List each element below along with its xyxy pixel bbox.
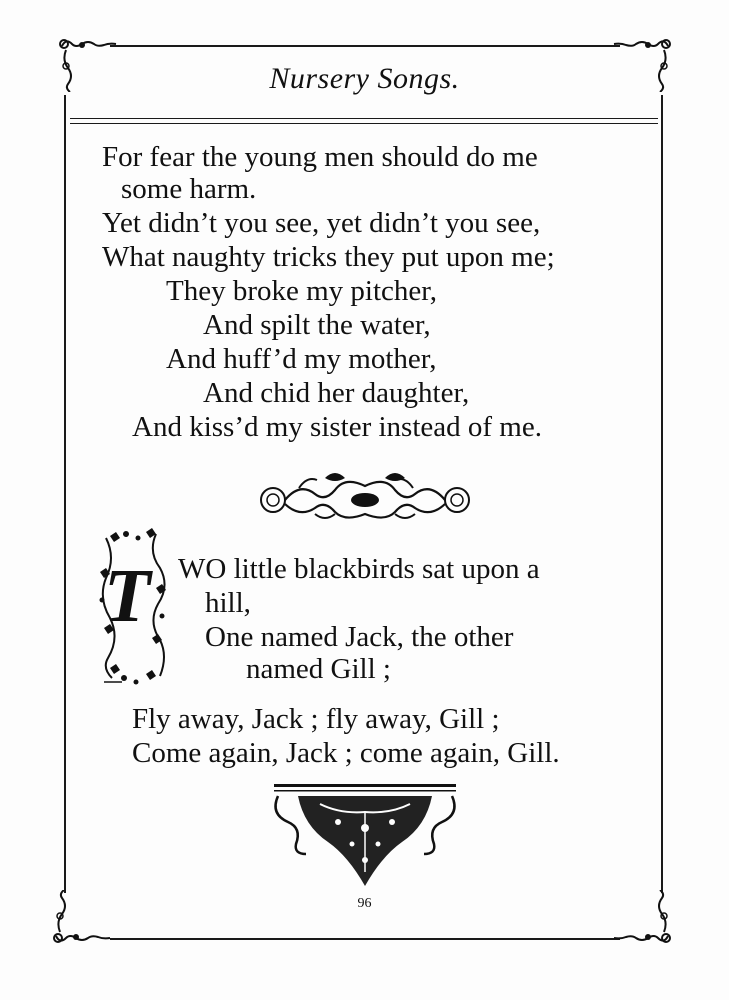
poem-one-line: some harm. xyxy=(121,173,257,205)
header-rule-lower xyxy=(70,123,658,124)
poem-two-line: Come again, Jack ; come again, Gill. xyxy=(132,737,560,769)
frame-right-line xyxy=(661,95,663,893)
frame-top-line xyxy=(110,45,620,47)
poem-two-line: One named Jack, the other xyxy=(205,621,514,653)
poem-one-line: And kiss’d my sister instead of me. xyxy=(132,411,542,443)
frame-bottom-line xyxy=(110,938,620,940)
poem-one-line: Yet didn’t you see, yet didn’t you see, xyxy=(102,207,541,239)
scroll-ornament-icon xyxy=(255,466,475,524)
poem-two-line: WO little blackbirds sat upon a xyxy=(178,553,540,585)
header-rule-upper xyxy=(70,118,658,119)
drop-cap-letter: T xyxy=(104,554,151,638)
poem-two-line: Fly away, Jack ; fly away, Gill ; xyxy=(132,703,500,735)
poem-two-line: named Gill ; xyxy=(246,653,391,685)
poem-two-line: hill, xyxy=(205,587,251,619)
poem-one-line: And huff’d my mother, xyxy=(166,343,437,375)
tailpiece-ornament-icon xyxy=(268,782,462,890)
poem-one-line: And spilt the water, xyxy=(203,309,431,341)
page-number: 96 xyxy=(357,896,372,911)
frame-left-line xyxy=(64,95,66,893)
poem-one-line: What naughty tricks they put upon me; xyxy=(102,241,555,273)
running-header-title: Nursery Songs. xyxy=(269,62,460,95)
poem-one-line: They broke my pitcher, xyxy=(166,275,438,307)
poem-one-line: And chid her daughter, xyxy=(203,377,470,409)
poem-one-line: For fear the young men should do me xyxy=(102,141,538,173)
